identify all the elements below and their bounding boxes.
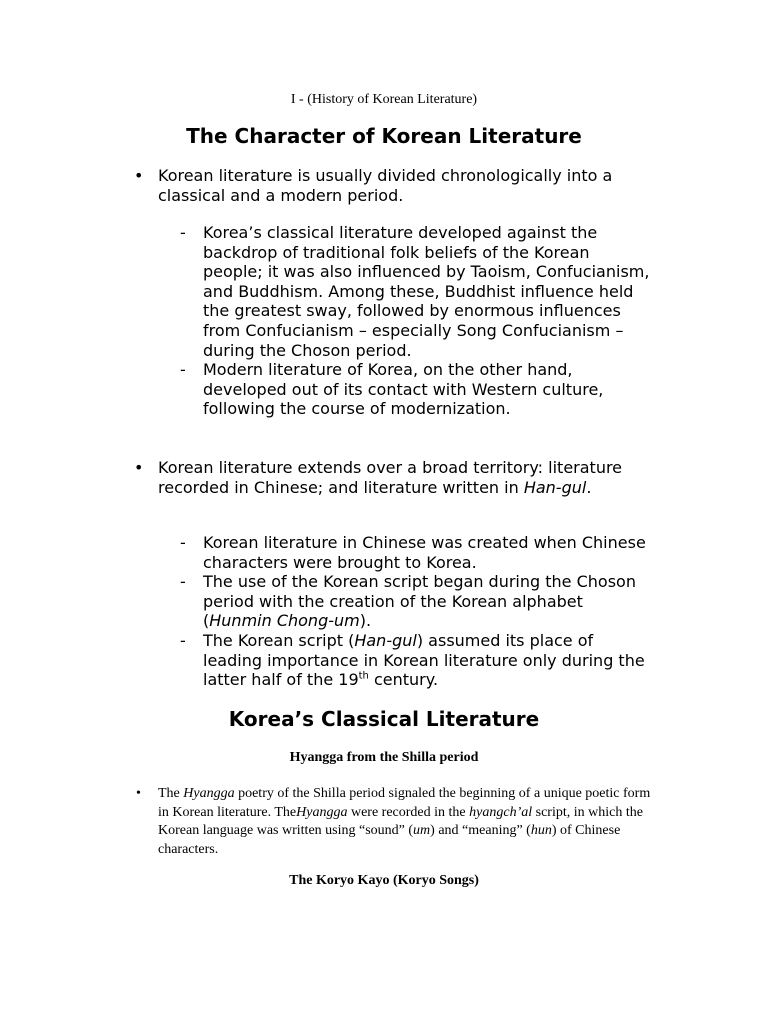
dash-list	[180, 223, 650, 419]
document-header: I - (History of Korean Literature)	[290, 92, 478, 107]
dash-marker: -	[180, 223, 186, 242]
bullet-marker: •	[134, 458, 144, 477]
bullet-item	[134, 166, 654, 205]
dash-text: Modern literature of Korea, on the other hand, developed out of its contact with Western culture, following the course of modernization.	[203, 360, 604, 419]
subsection-title-koryo: The Koryo Kayo (Koryo Songs)	[289, 873, 479, 888]
subsection-title-hyangga: Hyangga from the Shilla period	[289, 750, 479, 765]
bullet-item	[134, 458, 654, 497]
section-title-classical: Korea’s Classical Literature	[228, 707, 540, 731]
bullet-text: Korean literature extends over a broad territory: literature recorded in Chinese; and literature written in Han-gul.	[158, 458, 623, 497]
dash-marker: -	[180, 630, 186, 650]
dash-marker: -	[180, 360, 186, 380]
dash-item	[180, 223, 650, 360]
dash-marker: -	[180, 572, 186, 592]
dash-item	[180, 572, 650, 631]
section-title-character: The Character of Korean Literature	[186, 124, 582, 148]
dash-item	[180, 360, 650, 419]
bullet-marker: •	[136, 786, 141, 801]
dash-list	[180, 533, 650, 690]
bullet-item	[136, 785, 656, 859]
bullet-text: The Hyangga poetry of the Shilla period signaled the beginning of a unique poetic form in Korean literature. TheHyangga were recorded in the hyangch’al script, in which the Korean language was written using “sound” (um) and “meaning” (hun) of Chinese characters.	[158, 786, 651, 857]
dash-item	[180, 533, 650, 572]
bullet-text: Korean literature is usually divided chronologically into a classical and a modern period.	[158, 166, 613, 205]
dash-item	[180, 631, 650, 690]
bullet-marker: •	[134, 166, 144, 185]
dash-text: Korean literature in Chinese was created when Chinese characters were brought to Korea.	[203, 533, 646, 572]
dash-text: The Korean script (Han-gul) assumed its place of leading importance in Korean literature only during the latter half of the 19th century.	[203, 630, 645, 690]
dash-text: The use of the Korean script began during the Choson period with the creation of the Korean alphabet (Hunmin Chong-um).	[203, 572, 636, 631]
dash-marker: -	[180, 533, 186, 552]
dash-text: Korea’s classical literature developed against the backdrop of traditional folk beliefs of the Korean people; it was also influenced by Taoism, Confucianism, and Buddhism. Among these, Buddhist influence held the greatest sway, followed by enormous influences from Confucianism – especially Song Confucianism – during the Choson period.	[203, 223, 650, 360]
